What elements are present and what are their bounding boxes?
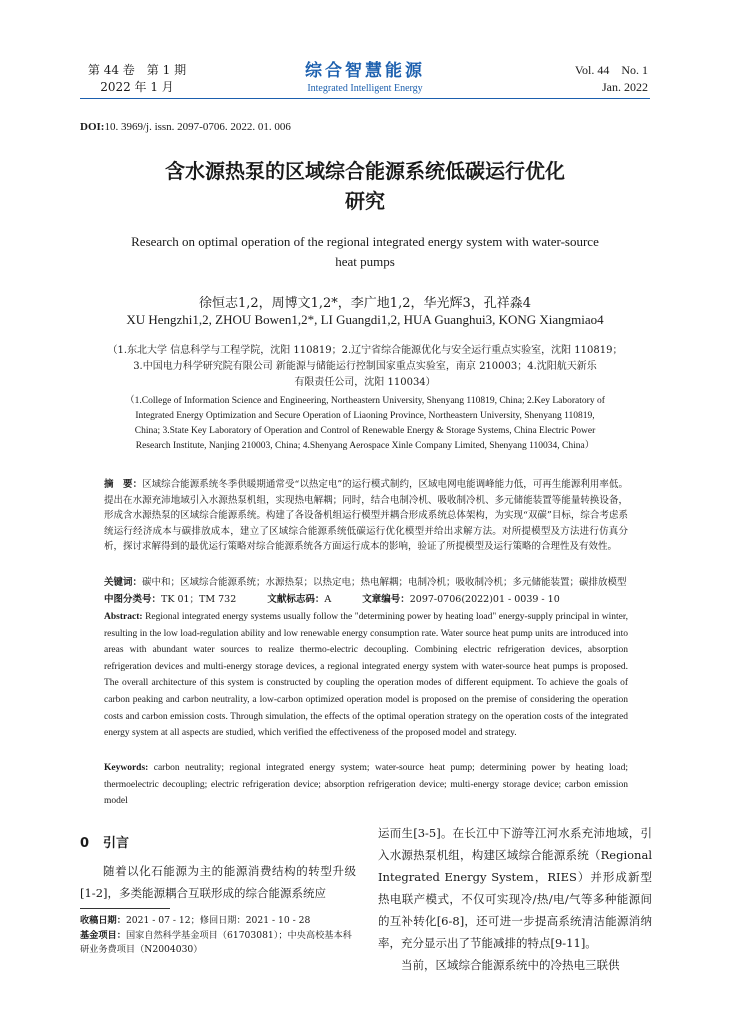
article-no-value: 2097-0706(2022)01 - 0039 - 10 <box>409 594 560 605</box>
received-dates <box>80 914 356 929</box>
title-en <box>80 232 650 272</box>
header-volume-cn <box>82 62 192 96</box>
date-en: Jan. 2022 <box>602 80 648 94</box>
abstract-en-text: Regional integrated energy systems usually follow the "determining power by heating load" energy-supply principal in winter, resulting in the low load-regulation ability and low renewable energy consumption rate. Water source heat pump units are introduced into areas with abundant water sources to realize thermo-electric decoupling. Combining electric refrigeration devices, absorption refrigeration devices and multi-energy storage devices, a regional integrated energy system with water-source heat pumps is proposed. The overall architecture of this system is constructed by coupling the operation modes of different equipment. To achieve the goals of carbon peaking and carbon neutrality, a low-carbon optimized operation model is proposed on the premise of considering the operation costs and carbon emission costs. Through simulation, the effects of the optimal operation strategy on the operation costs of the integrated energy system at all aspects are studied, which verified the effectiveness of the proposed model and strategy. <box>104 612 629 739</box>
title-cn-line1: 含水源热泵的区域综合能源系统低碳运行优化 <box>165 159 565 183</box>
keywords-en-label: Keywords: <box>104 763 149 773</box>
authors-en: XU Hengzhi1,2, ZHOU Bowen1,2*, LI Guangdi1,2, HUA Guanghui3, KONG Xiangmiao4 <box>126 312 604 327</box>
fund-value: 国家自然科学基金项目（61703081）；中央高校基本科研业务费项目（N2004030） <box>80 929 352 955</box>
title-cn-line2: 研究 <box>345 189 385 213</box>
affiliations-en <box>98 394 632 454</box>
aff-en-line: （1.College of Information Science and Engineering, Northeastern University, Shenyang 110819, China; 2.Key Laboratory of <box>125 396 605 406</box>
aff-cn-line: 有限责任公司，沈阳 110034） <box>294 377 436 388</box>
dates-value: 2021 - 07 - 12；修回日期：2021 - 10 - 28 <box>125 915 311 926</box>
clc-label: 中图分类号： <box>104 594 162 605</box>
doi-value: 10. 3969/j. issn. 2097-0706. 2022. 01. 006 <box>104 121 291 133</box>
doi <box>80 121 291 133</box>
keywords-cn-label: 关键词： <box>104 577 143 588</box>
volume-cn: 第 44 卷 第 1 期 <box>87 63 187 77</box>
aff-cn-line: 3.中国电力科学研究院有限公司 新能源与储能运行控制国家重点实验室，南京 210003；4.沈阳航天新乐 <box>133 361 597 372</box>
authors-cn: 徐恒志1,2，周博文1,2*，李广地1,2，华光辉3，孔祥淼4 <box>198 296 532 311</box>
aff-cn-line: （1.东北大学 信息科学与工程学院，沈阳 110819；2.辽宁省综合能源优化与安全运行重点实验室，沈阳 110819； <box>107 345 623 356</box>
keywords-cn-text: 碳中和；区域综合能源系统；水源热泵；以热定电；热电解耦；电制冷机；吸收制冷机；多元储能装置；碳排放模型 <box>142 577 627 588</box>
section-number: 0 <box>80 836 90 851</box>
journal-masthead <box>265 60 465 96</box>
body-right-paragraph: 运而生[3-5]。在长江中下游等江河水系充沛地域，引入水源热泵机组，构建区域综合能源系统（Regional Integrated Energy System，RIES）并形成新型热电联产模式，不仅可实现冷/热/电/气等多种能源间的互补转化[6-8]，还可进一步提高系统清洁能源消纳率，充分显示出了节能减排的特点[9-11]。 <box>378 826 652 950</box>
date-cn: 2022 年 1 月 <box>100 80 174 94</box>
section-title: 引言 <box>103 836 130 851</box>
doc-code-value: A <box>324 594 332 605</box>
abstract-en <box>104 609 628 742</box>
journal-title-en: Integrated Intelligent Energy <box>307 83 423 94</box>
body-right-column <box>378 822 652 976</box>
title-cn <box>80 156 650 216</box>
footnotes <box>80 914 356 958</box>
keywords-cn <box>104 575 628 590</box>
title-en-line2: heat pumps <box>335 254 395 269</box>
header-volume-en <box>538 62 648 96</box>
keywords-en <box>104 760 628 810</box>
section-heading <box>80 832 129 851</box>
journal-title-cn: 综合智慧能源 <box>305 61 425 81</box>
doi-label: DOI: <box>80 121 105 133</box>
fund-info <box>80 929 356 958</box>
affiliations-cn <box>105 343 625 391</box>
abstract-en-label: Abstract: <box>104 612 143 622</box>
aff-en-line: Integrated Energy Optimization and Secure Operation of Liaoning Province, Northeastern University, Shenyang 110819, <box>135 411 595 421</box>
footnote-rule <box>80 908 170 909</box>
body-left-paragraph: 随着以化石能源为主的能源消费结构的转型升级[1-2]，多类能源耦合互联形成的综合能源系统应 <box>80 864 356 900</box>
classification-line <box>104 592 628 607</box>
body-right-paragraph: 当前，区域综合能源系统中的冷热电三联供 <box>401 958 620 972</box>
aff-en-line: Research Institute, Nanjing 210003, China; 4.Shenyang Aerospace Xinle Company Limited, Shenyang 110034, China） <box>135 441 595 451</box>
title-en-line1: Research on optimal operation of the regional integrated energy system with water-source <box>131 234 599 249</box>
header-rule <box>80 98 650 99</box>
keywords-en-text: carbon neutrality; regional integrated energy system; water-source heat pump; determining power by heating load; thermoelectric decoupling; electric refrigeration device; absorption refrigeration device; multi-energy storage device; carbon emission model <box>104 763 628 807</box>
abstract-cn-text: 区域综合能源系统冬季供暖期通常受“以热定电”的运行模式制约，区域电网电能调峰能力低，可再生能源利用率低。提出在水源充沛地域引入水源热泵机组，实现热电解耦；同时，结合电制冷机、吸收制冷机、多元储能装置等能量转换设备，形成含水源热泵的区域综合能源系统。构建了各设备机组运行模型并耦合形成系统总体架构，为实现“双碳”目标，综合考虑系统运行经济成本与碳排放成本，建立了区域综合能源系统低碳运行优化模型并给出求解方法。对所提模型及方法进行仿真分析，探讨求解得到的最优运行策略对综合能源系统各方面运行成本的影响，验证了所提模型及运行策略的合理性及有效性。 <box>104 479 628 552</box>
abstract-cn-label: 摘 要： <box>104 479 143 490</box>
clc-value: TK 01；TM 732 <box>161 594 237 605</box>
doc-code-label: 文献标志码： <box>267 594 325 605</box>
article-no-label: 文章编号： <box>362 594 410 605</box>
abstract-cn <box>104 477 628 555</box>
volume-en: Vol. 44 No. 1 <box>574 63 648 77</box>
dates-label: 收稿日期： <box>80 915 126 926</box>
fund-label: 基金项目： <box>80 929 126 941</box>
aff-en-line: China; 3.State Key Laboratory of Operation and Control of Renewable Energy & Storage Systems, China Electric Power <box>134 426 596 436</box>
